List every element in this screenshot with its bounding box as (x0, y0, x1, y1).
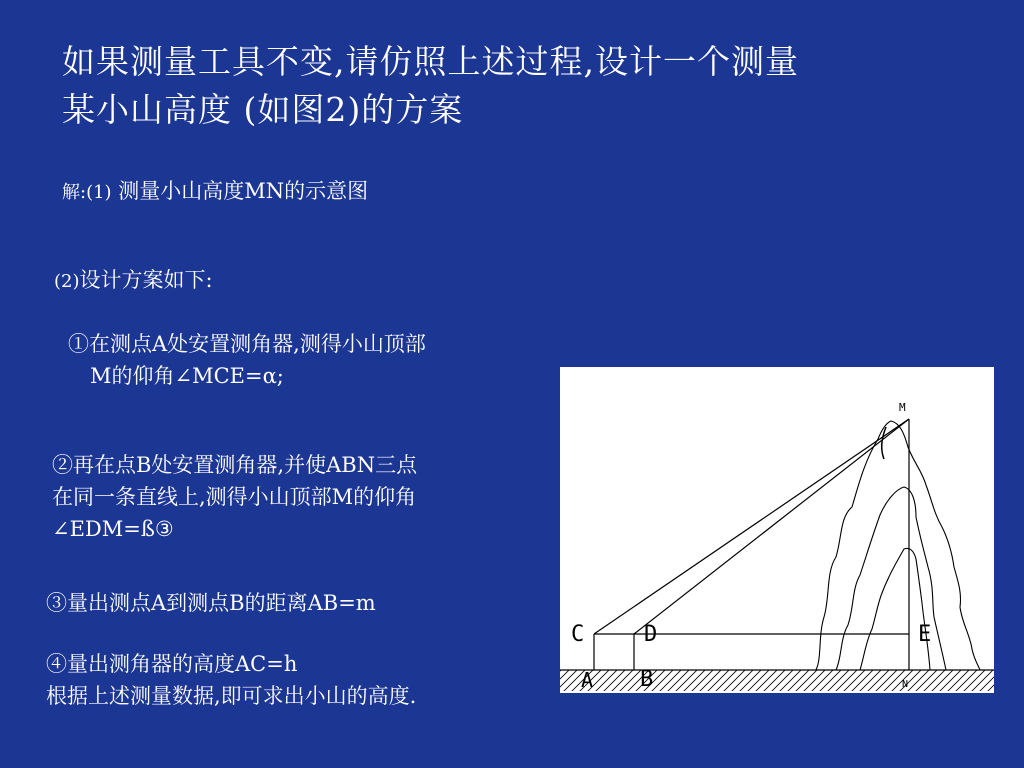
title-line-2: 某小山高度 (如图2)的方案 (62, 90, 464, 129)
step-1-line-2: M的仰角∠MCE=α; (90, 364, 284, 388)
title-line-1: 如果测量工具不变,请仿照上述过程,设计一个测量 (62, 42, 799, 81)
step-2-line-2: 在同一条直线上,测得小山顶部M的仰角 (52, 485, 417, 509)
step-1-line-1: ①在测点A处安置测角器,测得小山顶部 (68, 332, 426, 356)
step-2-line-1: ②再在点B处安置测角器,并使ABN三点 (52, 453, 418, 477)
hill-diagram (560, 367, 994, 693)
label-b: B (640, 667, 654, 692)
solution-prefix: 解:(1) (62, 182, 112, 203)
hill-apex-shade (882, 427, 886, 459)
ground-hatch (560, 670, 994, 691)
step-2 (52, 449, 417, 545)
label-m: M (899, 401, 906, 414)
solution-text: 测量小山高度MN的示意图 (111, 179, 369, 203)
design-heading (54, 266, 213, 296)
design-prefix: (2) (54, 271, 80, 292)
label-e: E (918, 622, 932, 647)
step-4 (46, 648, 416, 712)
step-3-line: ③量出测点A到测点B的距离AB=m (46, 591, 376, 615)
step-2-line-3: ∠EDM=ß③ (52, 517, 174, 541)
sight-line-dm (634, 419, 909, 634)
label-d: D (644, 622, 658, 647)
label-a: A (581, 668, 594, 692)
hill-outline-outer (816, 421, 980, 670)
conclusion-line: 根据上述测量数据,即可求出小山的高度. (46, 684, 417, 708)
slide-title (62, 38, 962, 134)
step-3 (46, 587, 376, 619)
solution-heading (62, 177, 368, 207)
hill-diagram-svg (560, 367, 994, 693)
sight-line-cm (594, 419, 909, 634)
design-text: 设计方案如下: (79, 268, 213, 292)
step-4-line: ④量出测角器的高度AC=h (46, 652, 298, 676)
step-1 (68, 328, 426, 392)
hill-outline-inner (860, 548, 930, 670)
label-n: N (902, 679, 909, 690)
label-c: C (571, 622, 585, 647)
